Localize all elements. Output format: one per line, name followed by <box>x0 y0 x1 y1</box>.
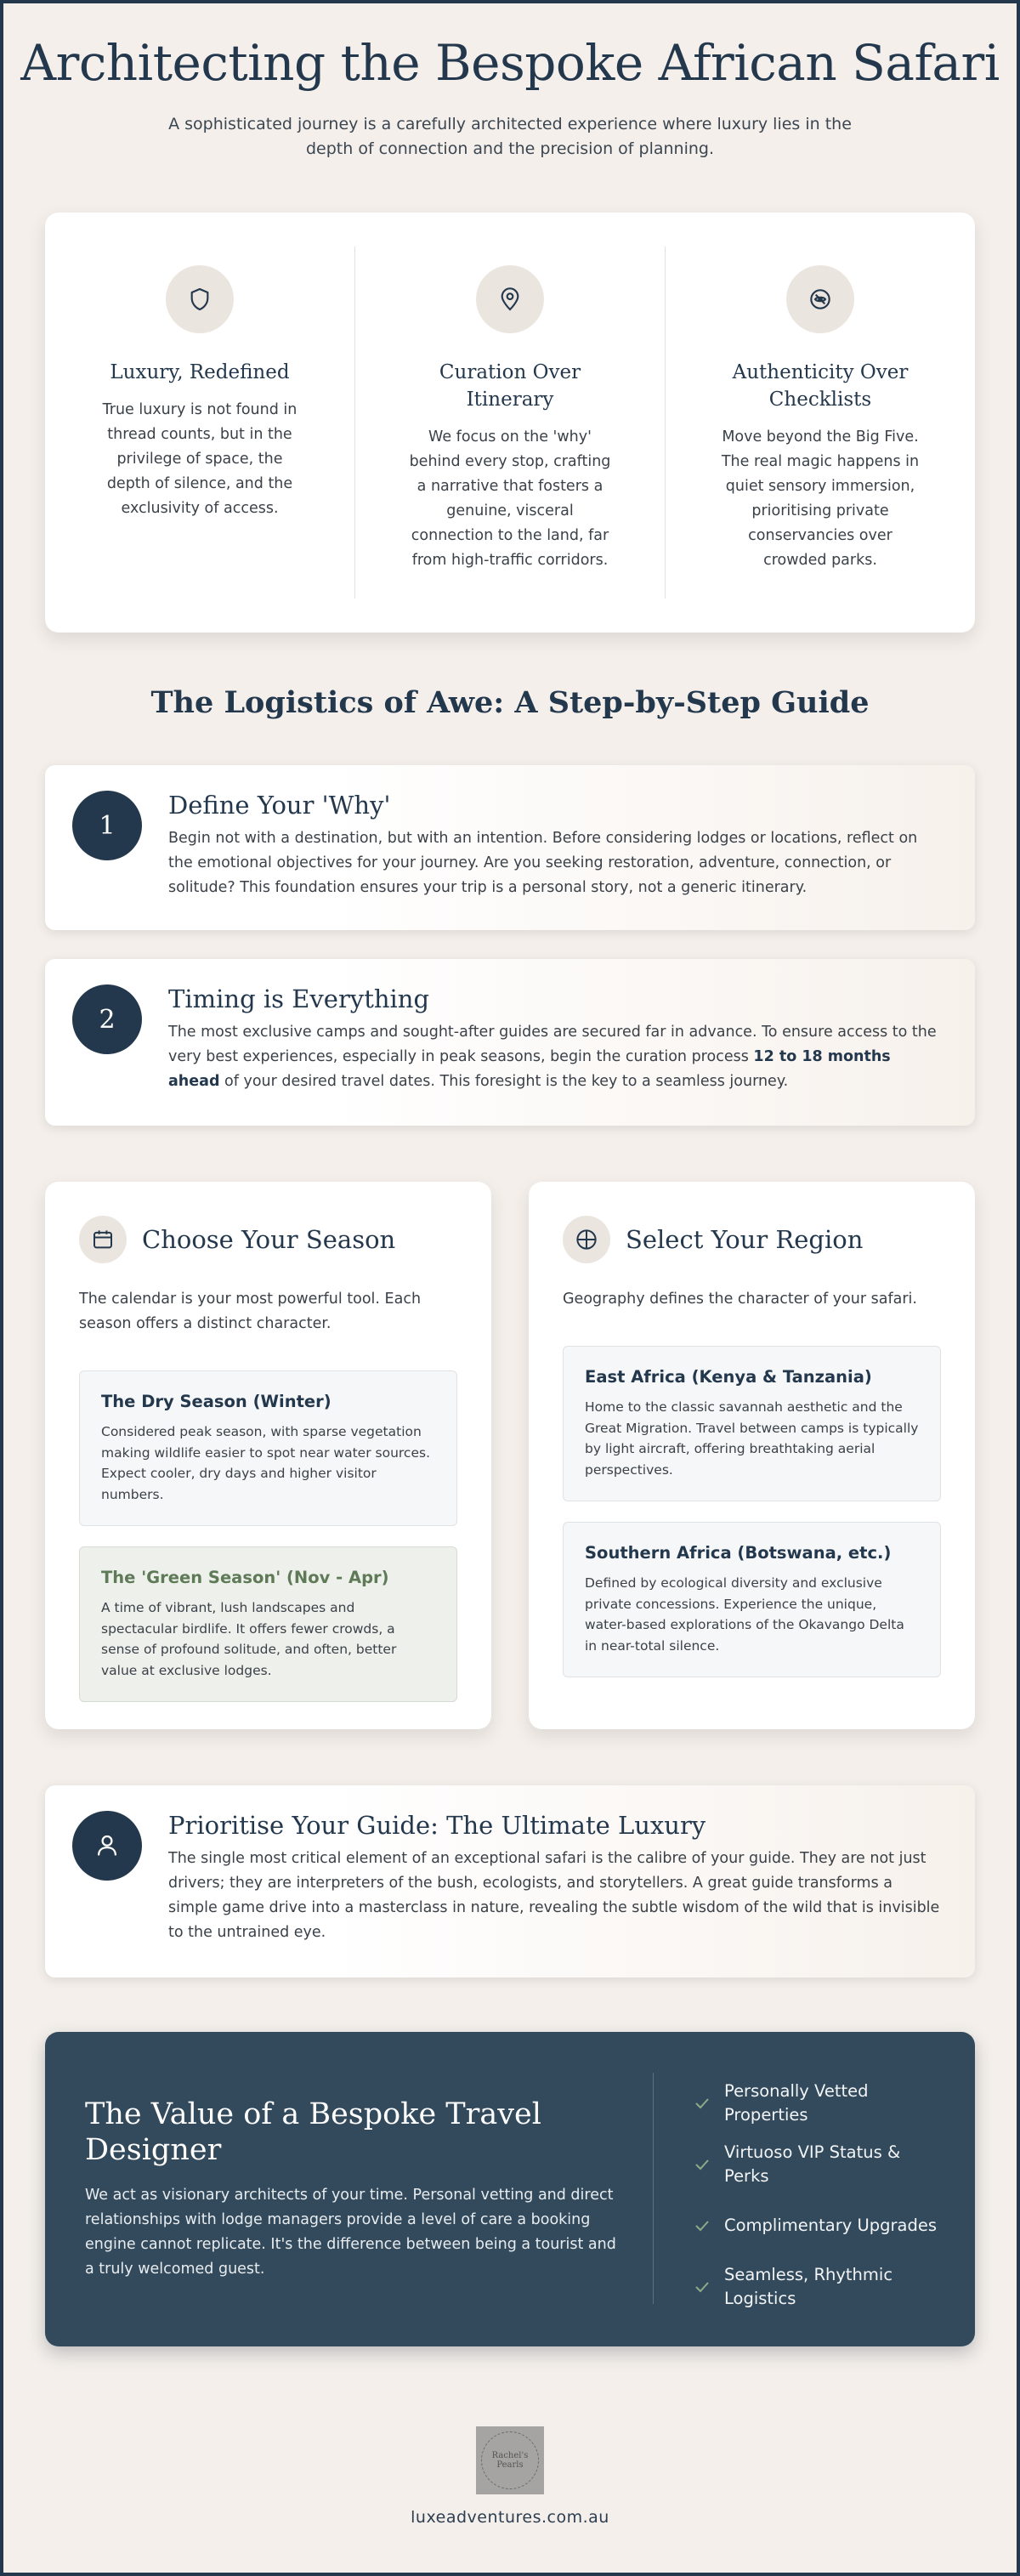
season-title: Choose Your Season <box>142 1225 396 1254</box>
region-title: Select Your Region <box>626 1225 864 1254</box>
benefit-label: Virtuoso VIP Status & Perks <box>724 2142 901 2186</box>
step-title: Timing is Everything <box>168 984 430 1013</box>
benefit-label: Complimentary Upgrades <box>724 2216 937 2235</box>
pillar-title: Luxury, Redefined <box>110 361 290 383</box>
brand-logo <box>476 2426 544 2494</box>
eye-slash-icon <box>786 265 854 333</box>
region-card-text: Defined by ecological diversity and exclusive private concessions. Experience the unique, water-based explorations of the Okavango Delta in near-total silence. <box>585 1575 904 1654</box>
region-header <box>563 1216 941 1263</box>
pillar-title: Curation Over Itinerary <box>439 361 581 411</box>
season-card-text: A time of vibrant, lush landscapes and spectacular birdlife. It offers fewer crowds, a sense of profound solitude, and often, better value at exclusive lodges. <box>101 1600 397 1678</box>
benefit-label: Personally Vetted Properties <box>724 2081 869 2125</box>
season-intro: The calendar is your most powerful tool. Each season offers a distinct character. <box>79 1291 422 1332</box>
guide-priority-text: The single most critical element of an exceptional safari is the calibre of your guide. They are not just drivers; they are interpreters of the bush, ecologists, and storytellers. A great guide transforms a simple game drive into a masterclass in nature, revealing the subtle wisdom of the wild that is invisible to the untrained eye. <box>168 1850 940 1941</box>
calendar-icon <box>79 1216 127 1263</box>
step-card-1 <box>45 765 975 930</box>
step-text-part: of your desired travel dates. This foresight is the key to a seamless journey. <box>219 1073 789 1090</box>
step-text-part: The most exclusive camps and sought-after guides are secured far in advance. To ensure access to the very best experiences, especially in peak seasons, begin the curation process <box>168 1024 937 1065</box>
benefit-item <box>687 2256 942 2318</box>
season-card-title: The 'Green Season' (Nov - Apr) <box>101 1568 389 1587</box>
value-intro <box>85 2097 629 2282</box>
pillar-curation <box>354 247 665 599</box>
region-card-east <box>563 1346 941 1501</box>
pillar-title: Authenticity Over Checklists <box>732 361 909 411</box>
pillar-authenticity <box>665 247 975 599</box>
benefit-list <box>687 2073 942 2318</box>
pillar-text: Move beyond the Big Five. The real magic happens in quiet sensory immersion, prioritising private conservancies over crowded parks. <box>721 428 920 569</box>
user-icon <box>72 1811 142 1881</box>
divider <box>653 2073 654 2304</box>
logo-text: Rachel's <box>491 2451 529 2460</box>
logo-text: Pearls <box>496 2460 524 2470</box>
shield-icon <box>166 265 234 333</box>
guide-priority-title: Prioritise Your Guide: The Ultimate Luxury <box>168 1811 706 1840</box>
pillar-luxury <box>45 247 354 599</box>
value-title: The Value of a Bespoke Travel Designer <box>85 2097 541 2167</box>
step-title: Define Your 'Why' <box>168 791 391 820</box>
page-title: Architecting the Bespoke African Safari <box>20 34 1000 92</box>
pillar-text: True luxury is not found in thread counts, but in the privilege of space, the depth of silence, and the exclusivity of access. <box>102 401 298 517</box>
benefit-label: Seamless, Rhythmic Logistics <box>724 2265 893 2308</box>
region-card-title: Southern Africa (Botswana, etc.) <box>585 1543 892 1563</box>
season-panel <box>45 1182 491 1729</box>
step-number-badge: 2 <box>72 984 142 1054</box>
step-card-2 <box>45 959 975 1126</box>
region-card-text: Home to the classic savannah aesthetic and the Great Migration. Travel between camps is typically by light aircraft, offering breathtaking aerial perspectives. <box>585 1399 919 1478</box>
step-text: Begin not with a destination, but with an intention. Before considering lodges or locations, reflect on the emotional objectives for your journey. Are you seeking restoration, adventure, connection, or solitude? This foundation ensures your trip is a personal story, not a generic itinerary. <box>168 830 918 896</box>
region-card-title: East Africa (Kenya & Tanzania) <box>585 1367 872 1387</box>
guide-priority-card <box>45 1785 975 1977</box>
step-number-badge: 1 <box>72 791 142 860</box>
pillar-text: We focus on the 'why' behind every stop, crafting a narrative that fosters a genuine, visceral connection to the land, far from high-traffic corridors. <box>409 428 611 569</box>
check-icon <box>687 2159 717 2170</box>
season-header <box>79 1216 457 1263</box>
step-text-highlight: 12 to 18 months ahead <box>168 1048 891 1090</box>
step-text <box>168 1020 941 1094</box>
region-card-southern <box>563 1522 941 1677</box>
check-icon <box>687 2281 717 2293</box>
check-icon <box>687 2220 717 2232</box>
page-subtitle: A sophisticated journey is a carefully architected experience where luxury lies in the depth of connection and the precision of planning. <box>168 115 852 158</box>
region-intro: Geography defines the character of your safari. <box>563 1291 917 1308</box>
compass-icon <box>563 1216 610 1263</box>
value-card <box>45 2032 975 2346</box>
benefit-item <box>687 2195 942 2256</box>
season-card-green <box>79 1546 457 1702</box>
benefit-item <box>687 2134 942 2195</box>
map-pin-icon <box>476 265 544 333</box>
logo-seal <box>481 2431 539 2489</box>
pillars-card <box>45 213 975 633</box>
check-icon <box>687 2097 717 2109</box>
season-card-dry <box>79 1370 457 1526</box>
season-card-text: Considered peak season, with sparse vegetation making wildlife easier to spot near water sources. Expect cooler, dry days and higher visitor numbers. <box>101 1424 430 1502</box>
footer-url[interactable]: luxeadventures.com.au <box>411 2508 609 2527</box>
region-panel <box>529 1182 975 1729</box>
guide-title: The Logistics of Awe: A Step-by-Step Guide <box>150 685 870 720</box>
page-header <box>0 34 1020 162</box>
benefit-item <box>687 2073 942 2134</box>
value-text: We act as visionary architects of your time. Personal vetting and direct relationships with lodge managers provide a level of care a booking engine cannot replicate. It's the difference between being a tourist and a truly welcomed guest. <box>85 2187 616 2278</box>
season-card-title: The Dry Season (Winter) <box>101 1392 332 1411</box>
